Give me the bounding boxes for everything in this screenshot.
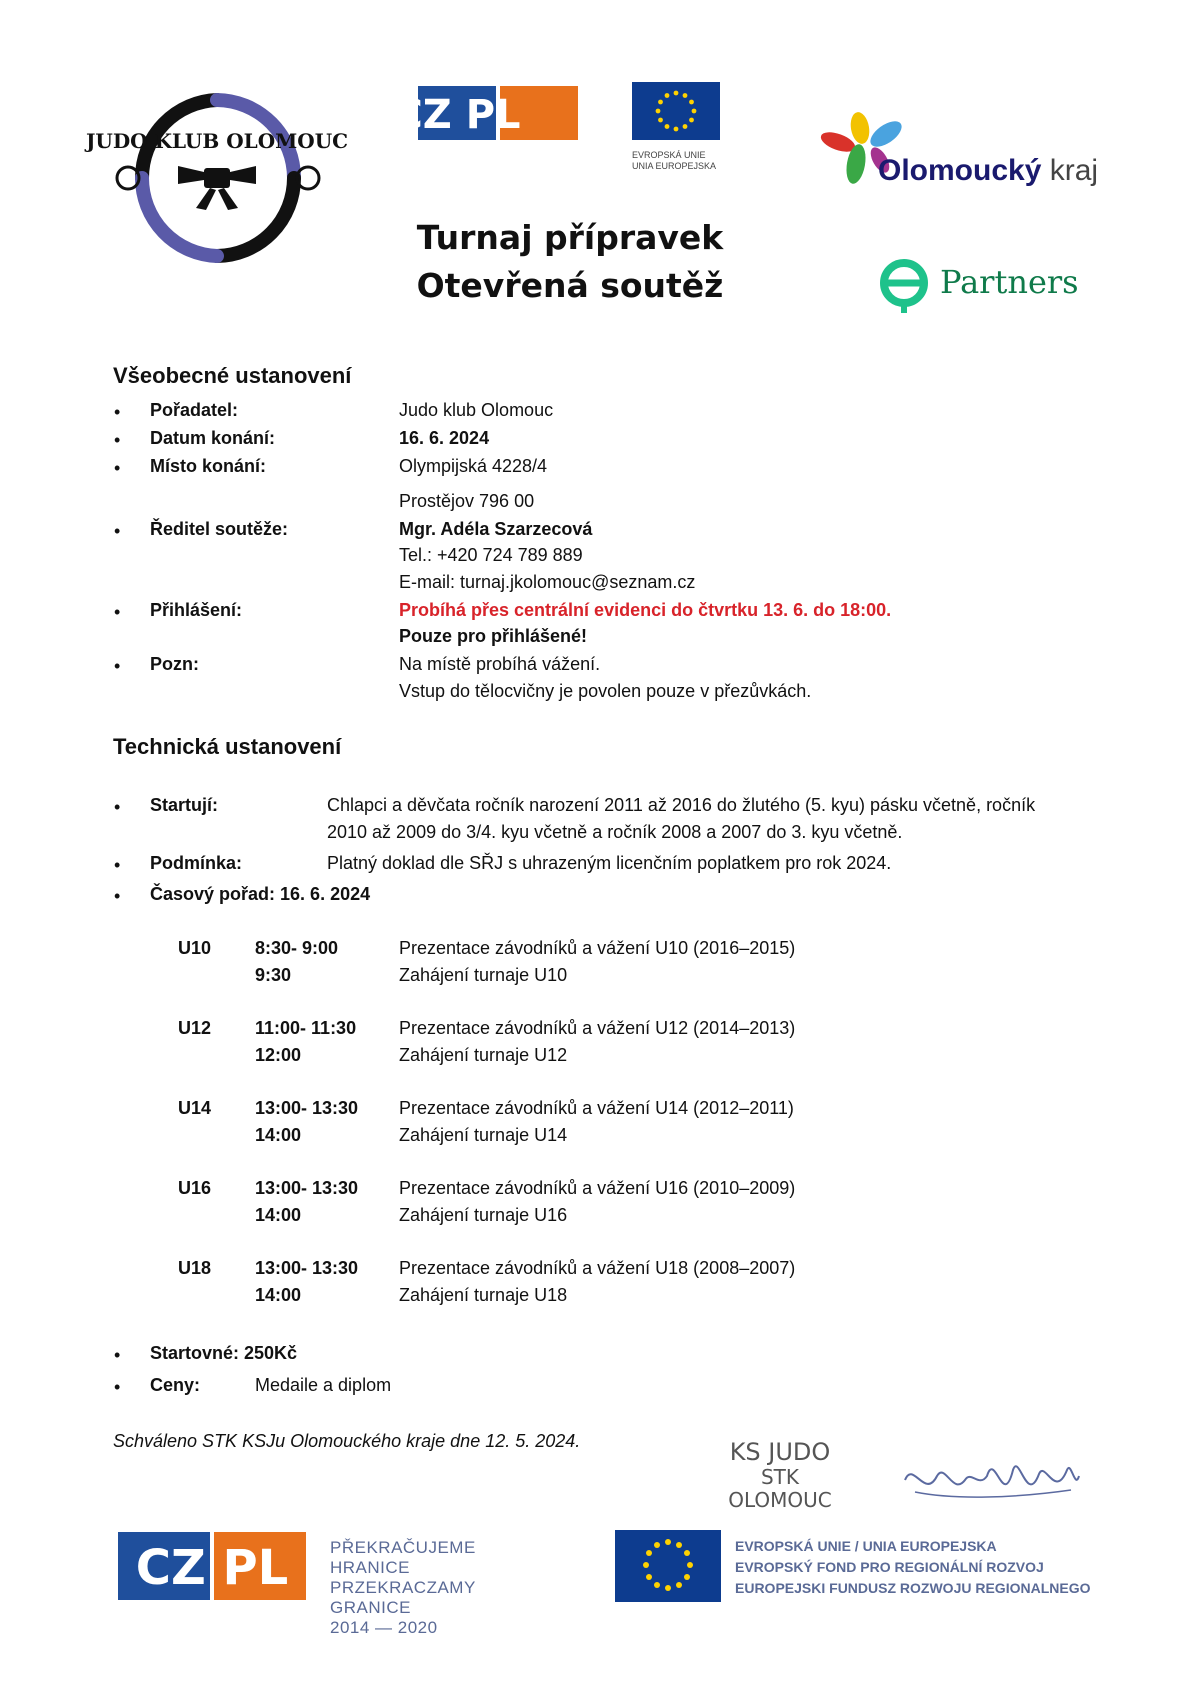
ks-judo-stamp	[710, 1438, 850, 1538]
section-heading-technical: Technická ustanovení	[113, 734, 342, 759]
partners-logo	[878, 255, 1088, 317]
poradatel-value: Judo klub Olomouc	[399, 400, 554, 420]
schedule-time-start: 14:00	[255, 1125, 302, 1145]
misto-value-line2: Prostějov 796 00	[399, 491, 535, 511]
footer-eu-line2: EVROPSKÝ FOND PRO REGIONÁLNÍ ROZVOJ	[735, 1559, 1044, 1575]
schedule-time-presentation: 11:00- 11:30	[255, 1018, 357, 1038]
schedule-desc-start: Zahájení turnaje U12	[399, 1045, 568, 1065]
schedule-time-start: 14:00	[255, 1205, 302, 1225]
reditel-tel: Tel.: +420 724 789 889	[399, 545, 583, 565]
casovy-porad-label: Časový pořad: 16. 6. 2024	[150, 884, 371, 904]
page-title-line2: Otevřená soutěž	[416, 266, 724, 305]
schedule-time-presentation: 13:00- 13:30	[255, 1178, 359, 1198]
czpl-text: CZ PL	[393, 92, 521, 138]
podminka-value: Platný doklad dle SŘJ s uhrazeným licenčním poplatkem pro rok 2024.	[327, 853, 892, 873]
bullet: •	[114, 855, 121, 875]
eu-flag-logo	[632, 82, 720, 178]
bullet: •	[114, 797, 121, 817]
schedule-desc-presentation: Prezentace závodníků a vážení U18 (2008–2007)	[399, 1258, 796, 1278]
startuji-label: Startují:	[150, 795, 219, 815]
pozn-value-line1: Na místě probíhá vážení.	[399, 654, 601, 674]
eu-top-line1: EVROPSKÁ UNIE	[632, 150, 706, 160]
schedule-category: U12	[178, 1018, 212, 1038]
schedule-category: U10	[178, 938, 212, 958]
stamp-line3: OLOMOUC	[728, 1488, 832, 1512]
schedule-desc-start: Zahájení turnaje U10	[399, 965, 568, 985]
misto-value-line1: Olympijská 4228/4	[399, 456, 548, 476]
bullet: •	[114, 521, 121, 541]
schedule-desc-presentation: Prezentace závodníků a vážení U10 (2016–2015)	[399, 938, 796, 958]
reditel-label: Ředitel soutěže:	[150, 519, 289, 539]
bullet: •	[114, 656, 121, 676]
footer-eu-banner	[615, 1528, 1091, 1606]
stamp-line1: KS JUDO	[729, 1438, 831, 1466]
schedule-time-presentation: 8:30- 9:00	[255, 938, 339, 958]
pozn-label: Pozn:	[150, 654, 199, 674]
judo-klub-logo	[85, 68, 349, 288]
startuji-value-line2: 2010 až 2009 do 3/4. kyu včetně a ročník 2008 a 2007 do 3. kyu včetně.	[327, 822, 903, 842]
poradatel-label: Pořadatel:	[150, 400, 239, 420]
schedule-category: U14	[178, 1098, 212, 1118]
footer-czpl-line3: 2014 — 2020	[330, 1618, 438, 1637]
olomoucky-light: kraj	[1049, 154, 1099, 187]
datum-value: 16. 6. 2024	[399, 428, 490, 448]
schedule-desc-start: Zahájení turnaje U14	[399, 1125, 568, 1145]
approval-note: Schváleno STK KSJu Olomouckého kraje dne 12. 5. 2024.	[113, 1431, 581, 1451]
section-heading-general: Všeobecné ustanovení	[113, 363, 352, 388]
bullet: •	[114, 458, 121, 478]
reditel-email: E-mail: turnaj.jkolomouc@seznam.cz	[399, 572, 696, 592]
footer-eu-line3: EUROPEJSKI FUNDUSZ ROZWOJU REGIONALNEGO	[735, 1580, 1091, 1596]
datum-label: Datum konání:	[150, 428, 276, 448]
schedule-time-start: 14:00	[255, 1285, 302, 1305]
prihlaseni-label: Přihlášení:	[150, 600, 243, 620]
eu-top-line2: UNIA EUROPEJSKA	[632, 161, 717, 171]
footer-czpl-line2: PRZEKRACZAMY GRANICE	[330, 1578, 476, 1617]
schedule-desc-start: Zahájení turnaje U18	[399, 1285, 568, 1305]
signature	[895, 1440, 1085, 1520]
footer-eu-line1: EVROPSKÁ UNIE / UNIA EUROPEJSKA	[735, 1538, 997, 1554]
schedule-category: U16	[178, 1178, 212, 1198]
schedule-time-start: 12:00	[255, 1045, 302, 1065]
bullet: •	[114, 1377, 121, 1397]
startuji-value-line1: Chlapci a děvčata ročník narození 2011 až 2016 do žlutého (5. kyu) pásku včetně, ročník	[327, 795, 1036, 815]
schedule-desc-presentation: Prezentace závodníků a vážení U14 (2012–2011)	[399, 1098, 794, 1118]
schedule-category: U18	[178, 1258, 212, 1278]
bullet: •	[114, 1345, 121, 1365]
prihlaseni-value-line2: Pouze pro přihlášené!	[399, 626, 588, 646]
schedule-desc-start: Zahájení turnaje U16	[399, 1205, 568, 1225]
prihlaseni-value-line1: Probíhá přes centrální evidenci do čtvrtku 13. 6. do 18:00.	[399, 600, 892, 620]
bullet: •	[114, 402, 121, 422]
schedule-desc-presentation: Prezentace závodníků a vážení U16 (2010–2009)	[399, 1178, 796, 1198]
stamp-line2: STK	[760, 1465, 800, 1489]
page-title-line1: Turnaj přípravek	[416, 218, 724, 257]
startovne-label: Startovné: 250Kč	[150, 1343, 298, 1363]
ceny-label: Ceny:	[150, 1375, 201, 1395]
footer-czpl-line1: PŘEKRAČUJEME HRANICE	[330, 1538, 476, 1577]
bullet: •	[114, 602, 121, 622]
schedule-time-presentation: 13:00- 13:30	[255, 1098, 359, 1118]
misto-label: Místo konání:	[150, 456, 266, 476]
bullet: •	[114, 886, 121, 906]
podminka-label: Podmínka:	[150, 853, 243, 873]
ceny-value: Medaile a diplom	[255, 1375, 392, 1395]
schedule-time-start: 9:30	[255, 965, 292, 985]
judo-logo-text: JUDO KLUB OLOMOUC	[85, 129, 349, 153]
olomoucky-kraj-logo	[818, 110, 1118, 210]
olomoucky-bold: Olomoucký	[878, 154, 1042, 187]
footer-czpl-banner	[118, 1528, 538, 1637]
schedule-time-presentation: 13:00- 13:30	[255, 1258, 359, 1278]
footer-czpl-text: CZ PL	[135, 1540, 289, 1596]
partners-text: Partners	[940, 263, 1079, 301]
reditel-name: Mgr. Adéla Szarzecová	[399, 519, 593, 539]
bullet: •	[114, 430, 121, 450]
czpl-logo	[393, 82, 578, 144]
pozn-value-line2: Vstup do tělocvičny je povolen pouze v přezůvkách.	[399, 681, 812, 701]
schedule-desc-presentation: Prezentace závodníků a vážení U12 (2014–2013)	[399, 1018, 796, 1038]
